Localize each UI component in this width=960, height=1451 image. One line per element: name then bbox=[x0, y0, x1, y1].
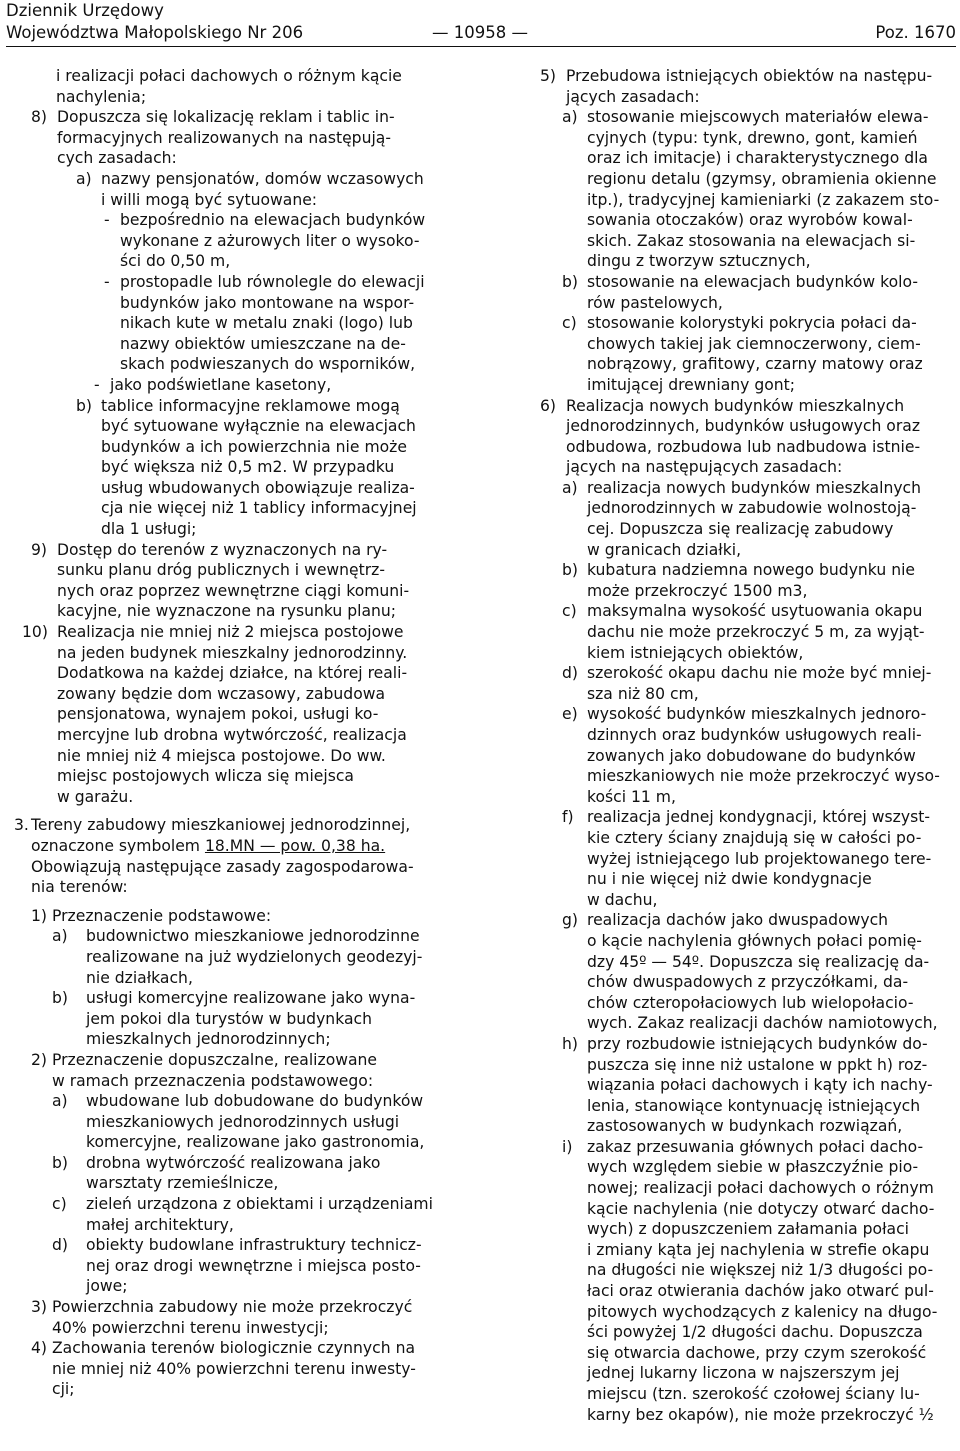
page-number: — 10958 — bbox=[432, 23, 528, 42]
item-text: Przeznaczenie dopuszczalne, realizowane w ramach przeznaczenia podstawowego: bbox=[52, 1050, 378, 1090]
item-letter: c) bbox=[562, 602, 577, 621]
section-number: 3. bbox=[14, 816, 29, 835]
right-column bbox=[500, 66, 956, 1425]
list-item bbox=[500, 663, 956, 704]
item-letter: g) bbox=[562, 911, 578, 930]
list-item bbox=[500, 478, 956, 560]
item-text: stosowanie na elewacjach budynków kolo- rów pastelowych, bbox=[587, 272, 918, 312]
item-letter: b) bbox=[52, 989, 68, 1008]
list-item bbox=[14, 107, 449, 169]
item-number: 8) bbox=[31, 108, 48, 127]
item-text: drobna wytwórczość realizowana jako warsztaty rzemieślnicze, bbox=[86, 1153, 381, 1193]
list-item bbox=[500, 910, 956, 1034]
list-item bbox=[14, 622, 449, 807]
item-text: nazwy pensjonatów, domów wczasowych i willi mogą być sytuowane: bbox=[101, 169, 424, 209]
list-item bbox=[500, 560, 956, 601]
item-letter: b) bbox=[562, 561, 578, 580]
item-text: realizacja dachów jako dwuspadowych o kącie nachylenia głównych połaci pomię- dzy 45º — 54º. Dopuszcza się realizację da- chów dwuspadowych z przyczółkami, da- chów czteropołaciowych lub wielopołacio- wych. Zakaz realizacji dachów namiotowych, bbox=[587, 911, 938, 1033]
item-letter: i) bbox=[562, 1137, 573, 1156]
list-item bbox=[14, 1235, 449, 1297]
list-item bbox=[500, 704, 956, 807]
list-item bbox=[14, 1338, 449, 1400]
continued-text: i realizacji połaci dachowych o różnym kącie nachylenia; bbox=[56, 67, 402, 106]
item-number: 6) bbox=[540, 396, 557, 415]
item-text: Realizacja nowych budynków mieszkalnych jednorodzinnych, budynków usługowych oraz odbudowa, rozbudowa lub nadbudowa istnie- jących na następujących zasadach: bbox=[566, 396, 921, 477]
item-text: budownictwo mieszkaniowe jednorodzinne realizowane na już wydzielonych geodezyj- nie działkach, bbox=[86, 927, 423, 987]
item-letter: e) bbox=[562, 705, 578, 724]
item-text: bezpośrednio na elewacjach budynków wykonane z ażurowych liter o wysoko- ści do 0,50 m, bbox=[120, 211, 426, 271]
list-item bbox=[500, 313, 956, 395]
item-text: usługi komercyjne realizowane jako wyna- jem pokoi dla turystów w budynkach mieszkalnych jednorodzinnych; bbox=[86, 989, 416, 1049]
list-item bbox=[500, 396, 956, 478]
item-number: 1) bbox=[31, 906, 48, 925]
list-item bbox=[500, 272, 956, 313]
list-item bbox=[500, 601, 956, 663]
item-text: jako podświetlane kasetony, bbox=[110, 375, 332, 394]
item-dash: - bbox=[94, 375, 100, 394]
list-item bbox=[14, 1091, 449, 1153]
item-text: zieleń urządzona z obiektami i urządzeniami małej architektury, bbox=[86, 1195, 433, 1234]
list-item bbox=[14, 906, 449, 927]
item-text: prostopadle lub równolegle do elewacji budynków jako montowane na wspor- nikach kute w metalu znaki (logo) lub nazwy obiektów umieszczane na de- skach podwieszanych do wsporników, bbox=[120, 272, 425, 374]
list-item bbox=[14, 169, 449, 210]
item-letter: b) bbox=[52, 1153, 68, 1172]
list-item bbox=[14, 1297, 449, 1338]
item-letter: h) bbox=[562, 1034, 578, 1053]
item-number: 10) bbox=[22, 623, 48, 642]
item-dash: - bbox=[104, 272, 110, 291]
list-item bbox=[14, 926, 449, 988]
item-text: szerokość okapu dachu nie może być mniej- sza niż 80 cm, bbox=[587, 664, 932, 703]
item-text: realizacja jednej kondygnacji, której wszyst- kie cztery ściany znajdują się w całości po- wyżej istniejącego lub projektowanego tere- nu i nie więcej niż dwie kondygnacje w dachu, bbox=[587, 808, 932, 909]
list-item bbox=[500, 107, 956, 272]
item-number: 4) bbox=[31, 1339, 48, 1358]
item-text: wysokość budynków mieszkalnych jednoro- dzinnych oraz budynków usługowych reali- zowanych jako dobudowane do budynków mieszkaniowych nie może przekroczyć wyso- kości 11 m, bbox=[587, 705, 940, 806]
list-item bbox=[500, 66, 956, 107]
item-number: 5) bbox=[540, 67, 557, 85]
item-text: Dopuszcza się lokalizację reklam i tablic in- formacyjnych realizowanych na następują- cych zasadach: bbox=[57, 108, 395, 168]
list-item bbox=[14, 540, 449, 622]
journal-issue: Województwa Małopolskiego Nr 206 bbox=[6, 23, 304, 42]
item-text: maksymalna wysokość usytuowania okapu dachu nie może przekroczyć 5 m, za wyjąt- kiem istniejących obiektów, bbox=[587, 602, 925, 662]
item-text: Zachowania terenów biologicznie czynnych na nie mniej niż 40% powierzchni terenu inwesty- cji; bbox=[52, 1339, 416, 1399]
item-letter: b) bbox=[76, 396, 92, 415]
list-item bbox=[500, 1137, 956, 1425]
header-second-line bbox=[6, 22, 956, 44]
list-item bbox=[500, 807, 956, 910]
item-text: stosowanie kolorystyki pokrycia połaci da- chowych takiej jak ciemnoczerwony, ciem- nobrązowy, grafitowy, czarny matowy oraz imitującej drewniany gont; bbox=[587, 314, 923, 394]
item-letter: a) bbox=[562, 108, 578, 127]
list-item bbox=[14, 210, 449, 272]
item-letter: a) bbox=[52, 1092, 68, 1111]
item-text: wbudowane lub dobudowane do budynków mieszkaniowych jednorodzinnych usługi komercyjne, realizowane jako gastronomia, bbox=[86, 1092, 425, 1152]
list-item bbox=[14, 396, 449, 540]
page-header bbox=[6, 0, 956, 44]
item-text: kubatura nadziemna nowego budynku nie może przekroczyć 1500 m3, bbox=[587, 561, 916, 600]
list-item bbox=[14, 1153, 449, 1194]
item-letter: b) bbox=[562, 272, 578, 291]
item-text: Dostęp do terenów z wyznaczonych na ry- sunku planu dróg publicznych i wewnętrz- nych oraz poprzez wewnętrzne ciągi komuni- kacyjne, nie wyznaczone na rysunku planu; bbox=[57, 540, 410, 621]
item-text: stosowanie miejscowych materiałów elewa- cyjnych (typu: tynk, drewno, gont, kamień oraz ich imitacje) i charakterystycznego dla regionu detalu (gzymsy, obramienia okienne itp.), tradycyjnej kamieniarki (z zakazem sto- sowania otoczaków) oraz wyrobów kowal- skich. Zakaz stosowania na elewacjach si- dingu z tworzyw sztucznych, bbox=[587, 108, 940, 271]
list-item bbox=[14, 1194, 449, 1235]
item-text: obiekty budowlane infrastruktury technicz- nej oraz drogi wewnętrzne i miejsca posto- jowe; bbox=[86, 1236, 422, 1296]
item-letter: d) bbox=[52, 1236, 68, 1255]
list-item bbox=[14, 988, 449, 1050]
list-item bbox=[500, 1034, 956, 1137]
item-number: 3) bbox=[31, 1298, 48, 1317]
item-text: przy rozbudowie istniejących budynków do- puszcza się inne niż ustalone w ppkt h) roz- wiązania połaci dachowych i kąty ich nachy- lenia, stanowiące kontynuację istniejących zastosowanych w budynkach rozwiązań, bbox=[587, 1034, 933, 1136]
item-letter: c) bbox=[52, 1195, 67, 1214]
item-number: 2) bbox=[31, 1050, 48, 1069]
item-text: zakaz przesuwania głównych połaci dacho- wych względem siebie w płaszczyźnie pio- nowej; realizacji połaci dachowych o różnym kącie nachylenia (nie dotyczy otwarć dacho- wych) z dopuszczeniem załamania połaci i zmiany kąta jej nachylenia w strefie okapu na długości nie większej niż 1/3 długości po- łaci oraz otwierania dachów jako otwarć pul- pitowych wychodzących z kalenicy na długo- ści powyżej 1/2 długości dachu. Dopuszcza się otwarcia dachowe, przy czym szerokość jednej lukarny liczona w najszerszym jej miejscu (tzn. szerokość czołowej ściany lu- karny bez okapów), nie może przekroczyć ½ bbox=[587, 1137, 938, 1424]
header-rule bbox=[6, 46, 956, 47]
zone-symbol: 18.MN — pow. 0,38 ha. bbox=[204, 836, 386, 855]
item-text: Przeznaczenie podstawowe: bbox=[52, 906, 272, 925]
item-dash: - bbox=[104, 211, 110, 230]
item-letter: a) bbox=[76, 169, 92, 188]
section-text: Tereny zabudowy mieszkaniowej jednorodzinnej, oznaczone symbolem 18.MN — pow. 0,38 ha. Obowiązują następujące zasady zagospodarowa- nia terenów: bbox=[31, 816, 414, 897]
item-text: tablice informacyjne reklamowe mogą być sytuowane wyłącznie na elewacjach budynków a ich powierzchnia nie może być większa niż 0,5 m2. W przypadku usług wbudowanych obowiązuje realiza- cja nie więcej niż 1 tablicy informacyjnej dla 1 usługi; bbox=[101, 396, 417, 539]
position-number: Poz. 1670 bbox=[875, 23, 956, 42]
item-text: Powierzchnia zabudowy nie może przekroczyć 40% powierzchni terenu inwestycji; bbox=[52, 1298, 413, 1337]
item-letter: a) bbox=[562, 478, 578, 497]
journal-title: Dziennik Urzędowy bbox=[6, 1, 164, 20]
item-text: Przebudowa istniejących obiektów na następu- jących zasadach: bbox=[566, 67, 933, 106]
item-text: Realizacja nie mniej niż 2 miejsca postojowe na jeden budynek mieszkalny jednorodzinny. Dodatkowa na każdej działce, na której reali- zowany będzie dom wczasowy, zabudowa pensjonatowa, wynajem pokoi, usługi ko- mercyjne lub drobna wytwórczość, realizacja nie mniej niż 4 miejsca postojowe. Do ww. miejsc postojowych wlicza się miejsca w garażu. bbox=[57, 623, 408, 806]
item-letter: c) bbox=[562, 314, 577, 333]
list-item bbox=[14, 1050, 449, 1091]
item-letter: d) bbox=[562, 664, 578, 683]
left-column bbox=[14, 66, 449, 1400]
section-3 bbox=[14, 815, 449, 897]
item-letter: f) bbox=[562, 808, 574, 827]
list-item bbox=[14, 375, 449, 396]
item-number: 9) bbox=[31, 540, 48, 559]
item-text: realizacja nowych budynków mieszkalnych jednorodzinnych w zabudowie wolnostoją- cej. Dopuszcza się realizację zabudowy w granicach działki, bbox=[587, 478, 922, 559]
item-letter: a) bbox=[52, 927, 68, 946]
list-item bbox=[14, 66, 449, 107]
list-item bbox=[14, 272, 449, 375]
